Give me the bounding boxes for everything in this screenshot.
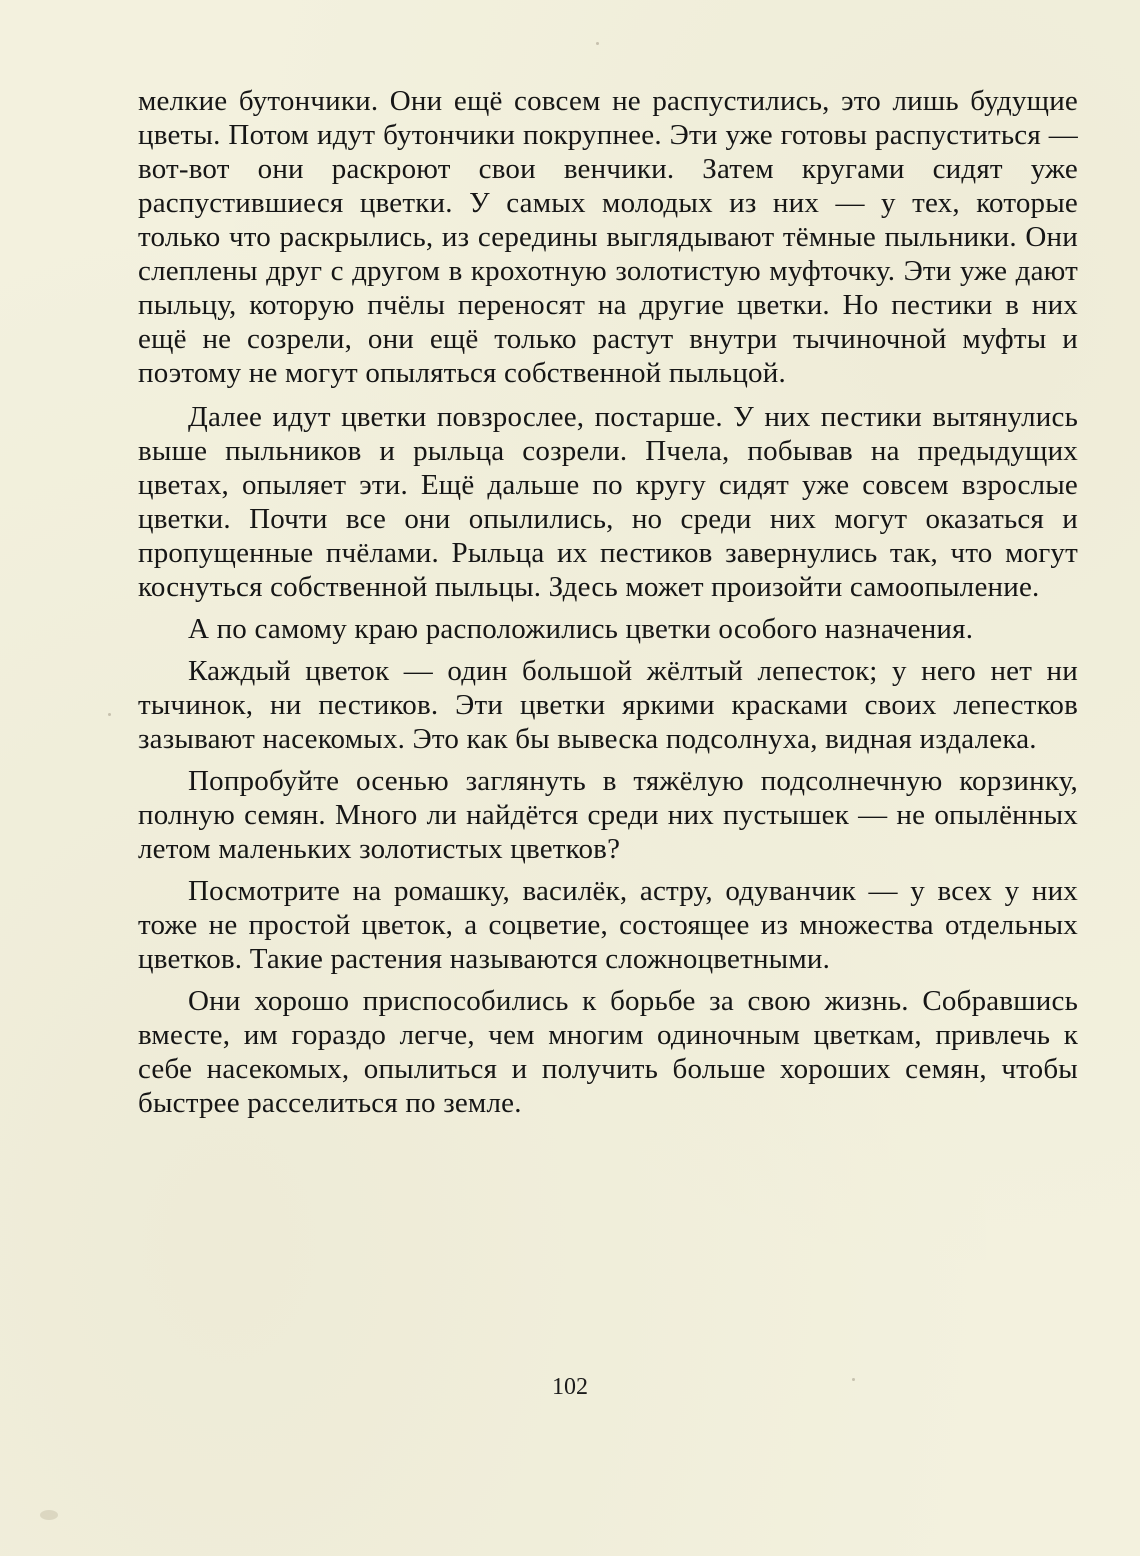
paragraph-7: Они хорошо приспособились к борьбе за свою жизнь. Собравшись вместе, им гораздо легче, чем многим одиночным цветкам, привлечь к себе насекомых, опылиться и получить больше хороших семян, чтобы быстрее расселиться по земле. xyxy=(138,985,1078,1119)
paragraph-2: Далее идут цветки повзрослее, постарше. У них пестики вытянулись выше пыльников и рыльца созрели. Пчела, побывав на предыдущих цветах, опыляет эти. Ещё дальше по кругу сидят уже совсем взрослые цветки. Почти все они опылились, но среди них могут оказаться и пропущенные пчёлами. Рыльца их пестиков завернулись так, что могут коснуться собственной пыльцы. Здесь может произойти самоопыление. xyxy=(138,401,1078,603)
paragraph-3: А по самому краю расположились цветки особого назначения. xyxy=(188,613,974,645)
paragraph-6: Посмотрите на ромашку, василёк, астру, одуванчик — у всех у них тоже не простой цветок, а соцветие, состоящее из множества отдельных цветков. Такие растения называются сложноцветными. xyxy=(138,875,1078,975)
paragraph-1: мелкие бутончики. Они ещё совсем не распустились, это лишь будущие цветы. Потом идут бутончики покрупнее. Эти уже готовы распуститься — вот-вот они раскроют свои венчики. Затем кругами сидят уже распустившиеся цветки. У самых молодых из них — у тех, которые только что раскрылись, из середины выглядывают тёмные пыльники. Они слеплены друг с другом в крохотную золотистую муфточку. Эти уже дают пыльцу, которую пчёлы переносят на другие цветки. Но пестики в них ещё не созрели, они ещё только растут внутри тычиночной муфты и поэтому не могут опыляться собственной пыльцой. xyxy=(138,85,1078,389)
paragraph-5: Попробуйте осенью заглянуть в тяжёлую подсолнечную корзинку, полную семян. Много ли найдётся среди них пустышек — не опылённых летом маленьких золотистых цветков? xyxy=(138,765,1078,865)
paper-speck xyxy=(596,42,599,45)
paper-speck xyxy=(852,1378,855,1381)
page-number: 102 xyxy=(552,1374,588,1400)
page-text xyxy=(138,84,1078,1120)
paragraph-4: Каждый цветок — один большой жёлтый лепесток; у него нет ни тычинок, ни пестиков. Эти цветки яркими красками своих лепестков зазывают насекомых. Это как бы вывеска подсолнуха, видная издалека. xyxy=(138,655,1078,755)
paper-speck xyxy=(40,1510,58,1520)
paper-speck xyxy=(108,713,111,716)
